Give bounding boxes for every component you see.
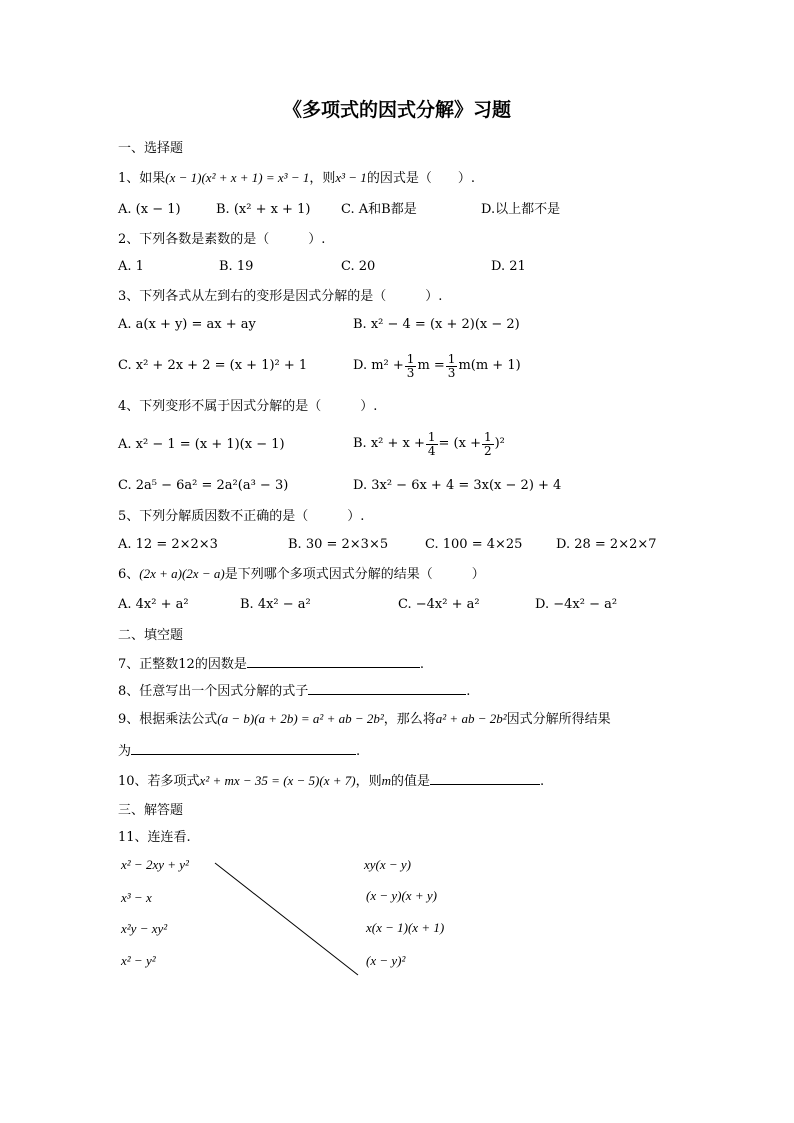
q4-b-fraction-2: $\frac{1}{2}$ xyxy=(483,429,492,458)
q3-d-fraction-2: $\frac{1}{3}$ xyxy=(447,351,456,380)
q2-option-d: D. 21 xyxy=(491,259,526,274)
q9-expr2: a² + ab − 2b² xyxy=(435,711,507,726)
q10-expr: x² + mx − 35 = (x − 5)(x + 7) xyxy=(199,773,356,788)
q3-d-part2: m = xyxy=(417,358,445,373)
q9-end: . xyxy=(356,744,361,759)
q1-expr1: (x − 1)(x² + x + 1) = x³ − 1 xyxy=(165,170,310,185)
q6-expr: (2x + a)(2x − a) xyxy=(139,566,225,581)
question-6 xyxy=(118,565,485,584)
q4-option-a: A. x² − 1 = (x + 1)(x − 1) xyxy=(118,437,285,452)
q9-line2-text: 为 xyxy=(118,744,132,759)
q1-option-c: C. A和B都是 xyxy=(341,202,417,217)
question-2: 2、下列各数是素数的是（ ）. xyxy=(118,232,326,247)
q10-end: . xyxy=(540,774,545,789)
q2-option-b: B. 19 xyxy=(219,259,254,274)
q7-end: . xyxy=(419,657,424,672)
q10-mid: ，则 xyxy=(355,774,382,789)
q5-option-d: D. 28 = 2×2×7 xyxy=(556,537,657,552)
q1-mid: ，则 xyxy=(309,171,336,186)
q3-option-d xyxy=(353,346,521,386)
question-4: 4、下列变形不属于因式分解的是（ ）. xyxy=(118,399,378,414)
q9-mid: ，那么将 xyxy=(383,712,436,727)
q11-right-item-4: (x − y)² xyxy=(366,953,406,968)
q11-left-item-4: x² − y² xyxy=(121,953,156,968)
question-10 xyxy=(118,771,544,791)
q6-option-d: D. −4x² − a² xyxy=(535,597,618,612)
q11-right-item-1: xy(x − y) xyxy=(364,857,412,872)
section-choice-heading: 一、选择题 xyxy=(118,141,184,156)
q11-left-item-1: x² − 2xy + y² xyxy=(121,857,189,872)
section-fill-heading: 二、填空题 xyxy=(118,628,184,643)
question-1 xyxy=(118,169,475,188)
section-answer-heading: 三、解答题 xyxy=(118,803,184,818)
question-7 xyxy=(118,654,424,674)
q7-answer-blank[interactable] xyxy=(247,654,420,668)
q4-option-c: C. 2a⁵ − 6a² = 2a²(a³ − 3) xyxy=(118,478,289,493)
q7-text: 7、正整数12的因数是 xyxy=(118,657,247,672)
q3-d-fraction-1: $\frac{1}{3}$ xyxy=(406,351,415,380)
q3-option-b: B. x² − 4 = (x + 2)(x − 2) xyxy=(353,317,520,332)
q8-end: . xyxy=(466,684,471,699)
question-9-line2 xyxy=(118,741,360,761)
q6-option-a: A. 4x² + a² xyxy=(118,597,189,612)
question-8 xyxy=(118,681,470,701)
q3-d-part3: m(m + 1) xyxy=(458,358,521,373)
q9-expr1: (a − b)(a + 2b) = a² + ab − 2b² xyxy=(217,711,384,726)
q3-d-part1: D. m² + xyxy=(353,358,404,373)
question-5: 5、下列分解质因数不正确的是（ ）. xyxy=(118,509,365,524)
q6-option-c: C. −4x² + a² xyxy=(398,597,480,612)
q8-text: 8、任意写出一个因式分解的式子 xyxy=(118,684,309,699)
q3-option-a: A. a(x + y) = ax + ay xyxy=(118,317,256,332)
q10-answer-blank[interactable] xyxy=(430,771,540,785)
q9-answer-blank[interactable] xyxy=(131,741,356,755)
q1-option-b: B. (x² + x + 1) xyxy=(216,202,311,217)
q3-option-c: C. x² + 2x + 2 = (x + 1)² + 1 xyxy=(118,358,308,373)
q11-right-item-2: (x − y)(x + y) xyxy=(366,888,437,903)
q4-b-fraction-1: $\frac{1}{4}$ xyxy=(427,429,436,458)
q4-option-b xyxy=(353,424,505,464)
q11-right-item-3: x(x − 1)(x + 1) xyxy=(366,920,445,935)
q10-var: m xyxy=(381,773,391,788)
q2-option-a: A. 1 xyxy=(118,259,144,274)
q6-number: 6、 xyxy=(118,567,140,582)
q1-option-a: A. (x − 1) xyxy=(118,202,181,217)
question-9 xyxy=(118,710,611,729)
q10-suffix: 的值是 xyxy=(391,774,431,789)
page-title: 《多项式的因式分解》习题 xyxy=(282,99,511,121)
q9-prefix: 9、根据乘法公式 xyxy=(118,712,218,727)
q2-option-c: C. 20 xyxy=(341,259,376,274)
q9-suffix: 因式分解所得结果 xyxy=(506,712,611,727)
q4-b-part1: B. x² + x + xyxy=(353,436,425,451)
q1-prefix: 1、如果 xyxy=(118,171,166,186)
q1-suffix: 的因式是（ ）. xyxy=(366,171,475,186)
q11-left-item-3: x²y − xy² xyxy=(121,921,168,936)
q5-option-c: C. 100 = 4×25 xyxy=(425,537,523,552)
question-3: 3、下列各式从左到右的变形是因式分解的是（ ）. xyxy=(118,289,443,304)
question-11: 11、连连看. xyxy=(118,830,191,845)
q4-option-d: D. 3x² − 6x + 4 = 3x(x − 2) + 4 xyxy=(353,478,562,493)
q4-b-part3: )² xyxy=(494,436,505,451)
q6-option-b: B. 4x² − a² xyxy=(240,597,311,612)
q10-prefix: 10、若多项式 xyxy=(118,774,200,789)
q5-option-b: B. 30 = 2×3×5 xyxy=(288,537,389,552)
q5-option-a: A. 12 = 2×2×3 xyxy=(118,537,218,552)
q6-text: 是下列哪个多项式因式分解的结果（ ） xyxy=(224,567,485,582)
q4-b-part2: = (x + xyxy=(438,436,481,451)
q8-answer-blank[interactable] xyxy=(308,681,466,695)
q1-option-d: D.以上都不是 xyxy=(481,202,561,217)
q1-expr2: x³ − 1 xyxy=(335,170,367,185)
q11-left-item-2: x³ − x xyxy=(121,890,152,905)
